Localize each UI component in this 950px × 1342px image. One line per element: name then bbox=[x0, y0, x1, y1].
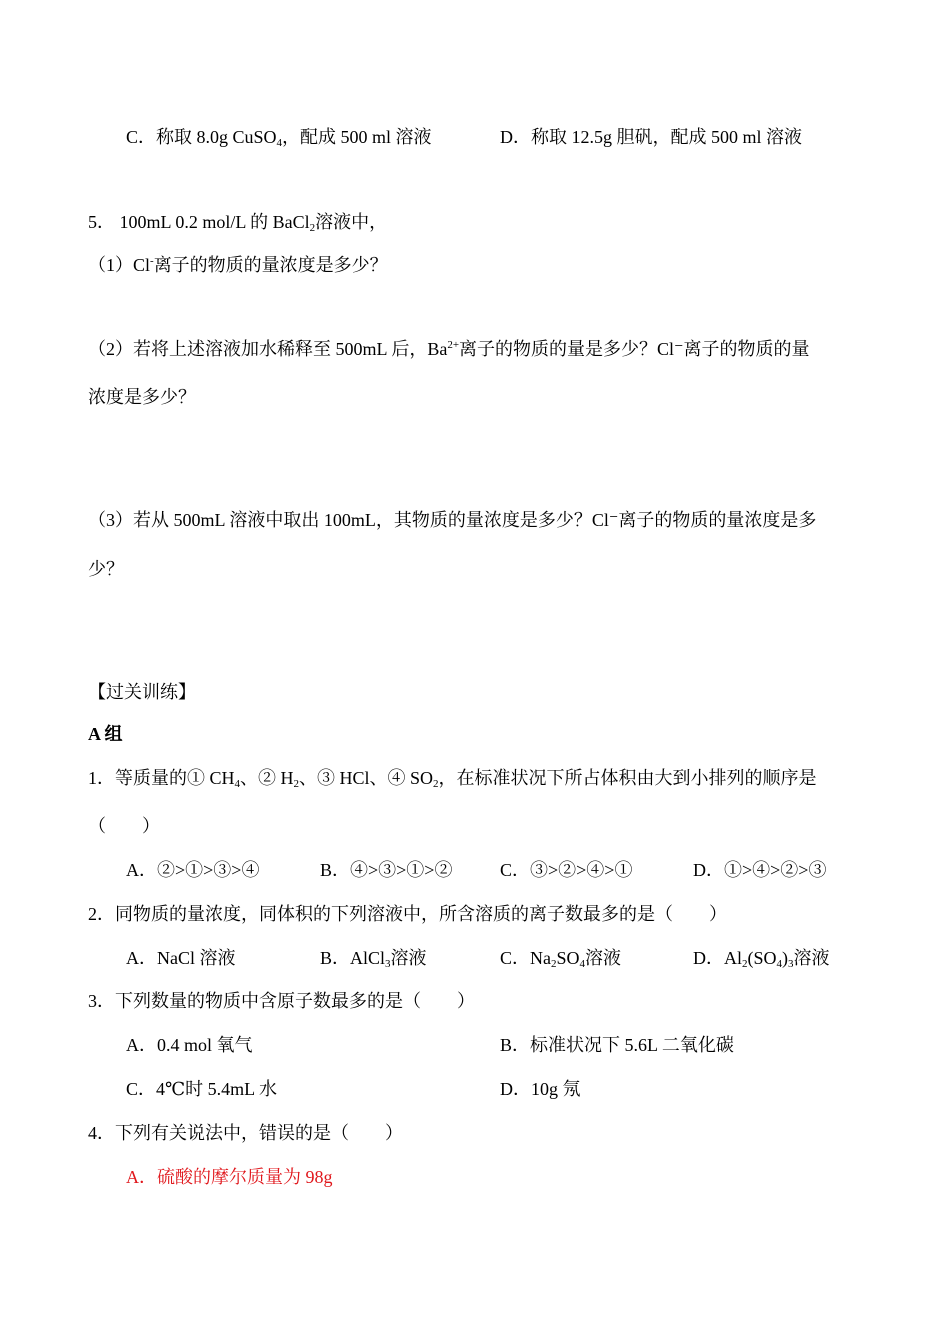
section-title: 【过关训练】 bbox=[88, 682, 196, 702]
question-2-option-d: D．$Al_2(SO_4)_3$溶液 bbox=[693, 948, 830, 970]
question-2-option-b: B．AlCl$_3$溶液 bbox=[320, 948, 427, 970]
question-1-option-b: B．④>③>①>② bbox=[320, 860, 453, 880]
question-5-part-3-cont: 少？ bbox=[88, 559, 124, 579]
question-1-stem: 1．等质量的① $CH_4$、② $H_2$、③ HCl、④ $SO_2$，在标准状况下所占体积由大到小排列的顺序是 bbox=[88, 768, 817, 790]
question-2-option-a: A．NaCl 溶液 bbox=[126, 948, 236, 968]
question-3-option-a: A．0.4 mol 氧气 bbox=[126, 1035, 253, 1055]
question-5-part-1: （1）Cl-离子的物质的量浓度是多少？ bbox=[88, 255, 388, 275]
question-5-part-2: （2）若将上述溶液加水稀释至 500mL 后，$Ba^{2+}$离子的物质的量是多少？Cl⁻离子的物质的量 bbox=[88, 339, 810, 359]
question-3-option-b: B．标准状况下 5.6L 二氧化碳 bbox=[500, 1035, 734, 1055]
question-4-option-a: A．硫酸的摩尔质量为 98g bbox=[126, 1167, 333, 1187]
question-1-option-d: D．①>④>②>③ bbox=[693, 860, 827, 880]
question-3-stem: 3．下列数量的物质中含原子数最多的是（ ） bbox=[88, 991, 475, 1011]
question-1-answer-blank: （ ） bbox=[88, 816, 160, 836]
question-1-option-c: C．③>②>④>① bbox=[500, 860, 633, 880]
question-3-option-c: C．4℃时 5.4mL 水 bbox=[126, 1079, 277, 1099]
option-c-prev: C．称取 8.0g CuSO$_4$，配成 500 ml 溶液 bbox=[126, 127, 432, 149]
question-5-part-3: （3）若从 500mL 溶液中取出 100mL，其物质的量浓度是多少？Cl⁻离子的物质的量浓度是多 bbox=[88, 510, 817, 530]
question-4-stem: 4．下列有关说法中，错误的是（ ） bbox=[88, 1123, 403, 1143]
group-heading: A 组 bbox=[88, 724, 123, 744]
question-5-stem: 5． 100mL 0.2 mol/L 的 BaCl$_2$溶液中， bbox=[88, 212, 388, 234]
question-5-part-2-cont: 浓度是多少？ bbox=[88, 387, 196, 407]
question-2-option-c: C．$Na_2SO_4$溶液 bbox=[500, 948, 622, 970]
option-d-prev: D．称取 12.5g 胆矾，配成 500 ml 溶液 bbox=[500, 127, 802, 147]
question-1-option-a: A．②>①>③>④ bbox=[126, 860, 260, 880]
question-2-stem: 2．同物质的量浓度，同体积的下列溶液中，所含溶质的离子数最多的是（ ） bbox=[88, 904, 727, 924]
question-3-option-d: D．10g 氖 bbox=[500, 1079, 581, 1099]
